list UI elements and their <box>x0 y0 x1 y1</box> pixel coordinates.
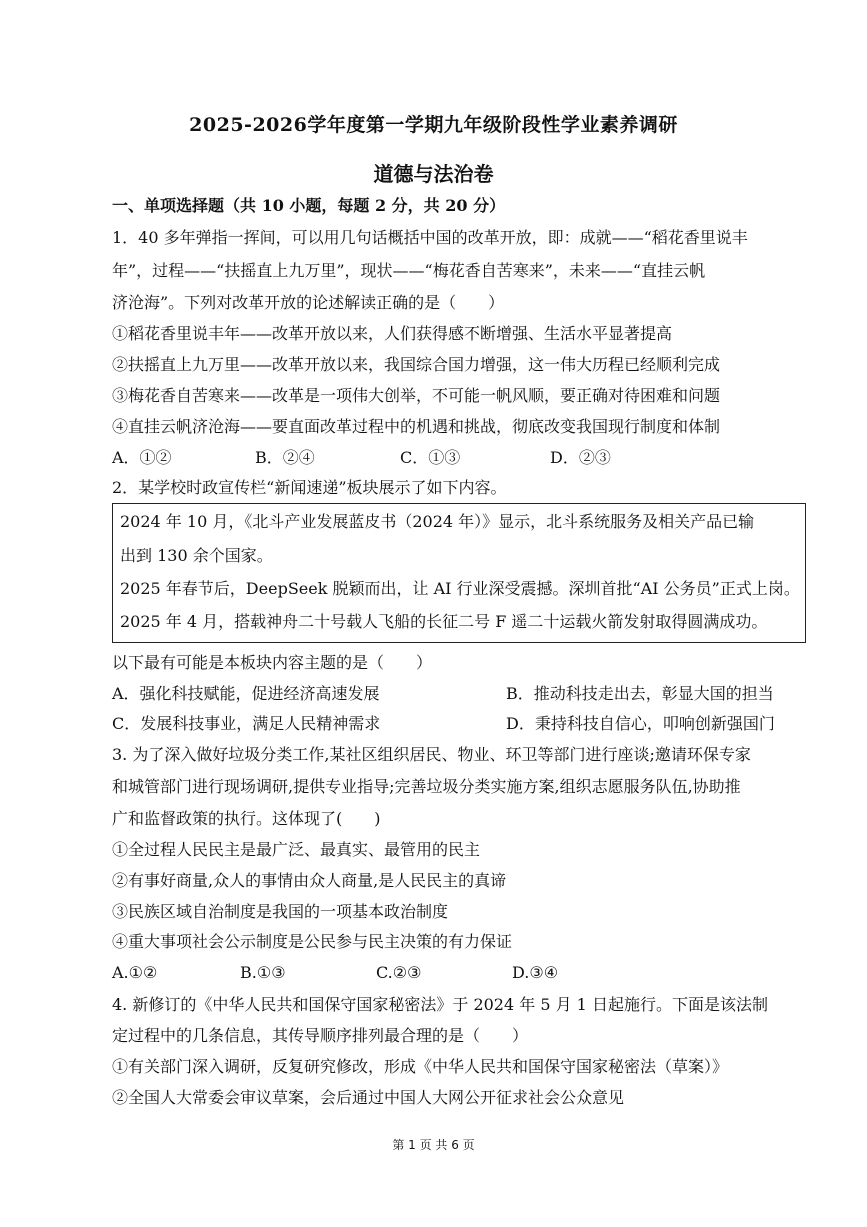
q1-item: ④直挂云帆济沧海——要直面改革过程中的机遇和挑战，彻底改变我国现行制度和体制 <box>112 417 721 436</box>
exam-subtitle: 道德与法治卷 <box>373 162 494 186</box>
q4-item: ①有关部门深入调研，反复研究修改，形成《中华人民共和国保守国家秘密法（草案）》 <box>112 1057 729 1076</box>
q3-item: ④重大事项社会公示制度是公民参与民主决策的有力保证 <box>112 932 513 951</box>
q1-item: ②扶摇直上九万里——改革开放以来，我国综合国力增强，这一伟大历程已经顺利完成 <box>112 355 721 374</box>
q3-option-b: B.①③ <box>240 963 286 982</box>
q3-item: ③民族区域自治制度是我国的一项基本政治制度 <box>112 902 449 921</box>
q1-stem-line: 年”，过程——“扶摇直上九万里”，现状——“梅花香自苦寒来”，未来——“直挂云帆 <box>112 261 706 280</box>
news-line: 2024 年 10 月，《北斗产业发展蓝皮书（2024 年）》显示，北斗系统服务及相关产品已输 <box>120 512 755 531</box>
q1-option-a: A．①② <box>112 448 172 467</box>
section-heading: 一、单项选择题（共 10 小题，每题 2 分，共 20 分） <box>112 196 506 215</box>
q3-item: ①全过程人民民主是最广泛、最真实、最管用的民主 <box>112 840 481 859</box>
q2-option-c: C．发展科技事业，满足人民精神需求 <box>112 714 381 733</box>
q2-option-d: D．秉持科技自信心，叩响创新强国门 <box>506 714 775 733</box>
q2-option-b: B．推动科技走出去，彰显大国的担当 <box>506 684 774 703</box>
q4-item: ②全国人大常委会审议草案，会后通过中国人大网公开征求社会公众意见 <box>112 1088 625 1107</box>
q4-stem-line: 4. 新修订的《中华人民共和国保守国家秘密法》于 2024 年 5 月 1 日起施行。下面是该法制 <box>112 995 768 1014</box>
q3-stem-line: 广和监督政策的执行。这体现了( ) <box>112 809 381 828</box>
q1-item: ①稻花香里说丰年——改革开放以来，人们获得感不断增强、生活水平显著提高 <box>112 324 673 343</box>
q1-stem-line: 1．40 多年弹指一挥间，可以用几句话概括中国的改革开放，即：成就——“稻花香里说丰 <box>112 228 748 247</box>
q1-stem-line: 济沧海”。下列对改革开放的论述解读正确的是（ ） <box>112 293 505 312</box>
q1-option-b: B．②④ <box>255 448 315 467</box>
q3-stem-line: 和城管部门进行现场调研,提供专业指导;完善垃圾分类实施方案,组织志愿服务队伍,协助推 <box>112 777 741 796</box>
q2-option-a: A．强化科技赋能，促进经济高速发展 <box>112 684 380 703</box>
q1-option-c: C．①③ <box>400 448 461 467</box>
q3-option-a: A.①② <box>112 963 158 982</box>
news-line: 2025 年 4 月，搭载神舟二十号载人飞船的长征二号 F 遥二十运载火箭发射取得圆满成功。 <box>120 612 768 631</box>
news-line: 2025 年春节后，DeepSeek 脱颖而出，让 AI 行业深受震撼。深圳首批“AI 公务员”正式上岗。 <box>120 579 800 598</box>
q3-stem-line: 3. 为了深入做好垃圾分类工作,某社区组织居民、物业、环卫等部门进行座谈;邀请环保专家 <box>112 745 751 764</box>
news-box <box>112 503 806 643</box>
news-line: 出到 130 余个国家。 <box>120 546 273 565</box>
q1-item: ③梅花香自苦寒来——改革是一项伟大创举，不可能一帆风顺，要正确对待困难和问题 <box>112 386 721 405</box>
q3-item: ②有事好商量,众人的事情由众人商量,是人民民主的真谛 <box>112 871 507 890</box>
q1-option-d: D．②③ <box>550 448 611 467</box>
q2-question: 以下最有可能是本板块内容主题的是（ ） <box>112 653 433 672</box>
q3-option-c: C.②③ <box>376 963 422 982</box>
q4-stem-line: 定过程中的几条信息，其传导顺序排列最合理的是（ ） <box>112 1026 529 1045</box>
q2-stem: 2．某学校时政宣传栏“新闻速递”板块展示了如下内容。 <box>112 478 507 497</box>
exam-title: 2025-2026学年度第一学期九年级阶段性学业素养调研 <box>189 114 678 136</box>
page-footer: 第 1 页 共 6 页 <box>392 1138 475 1152</box>
q3-option-d: D.③④ <box>512 963 559 982</box>
